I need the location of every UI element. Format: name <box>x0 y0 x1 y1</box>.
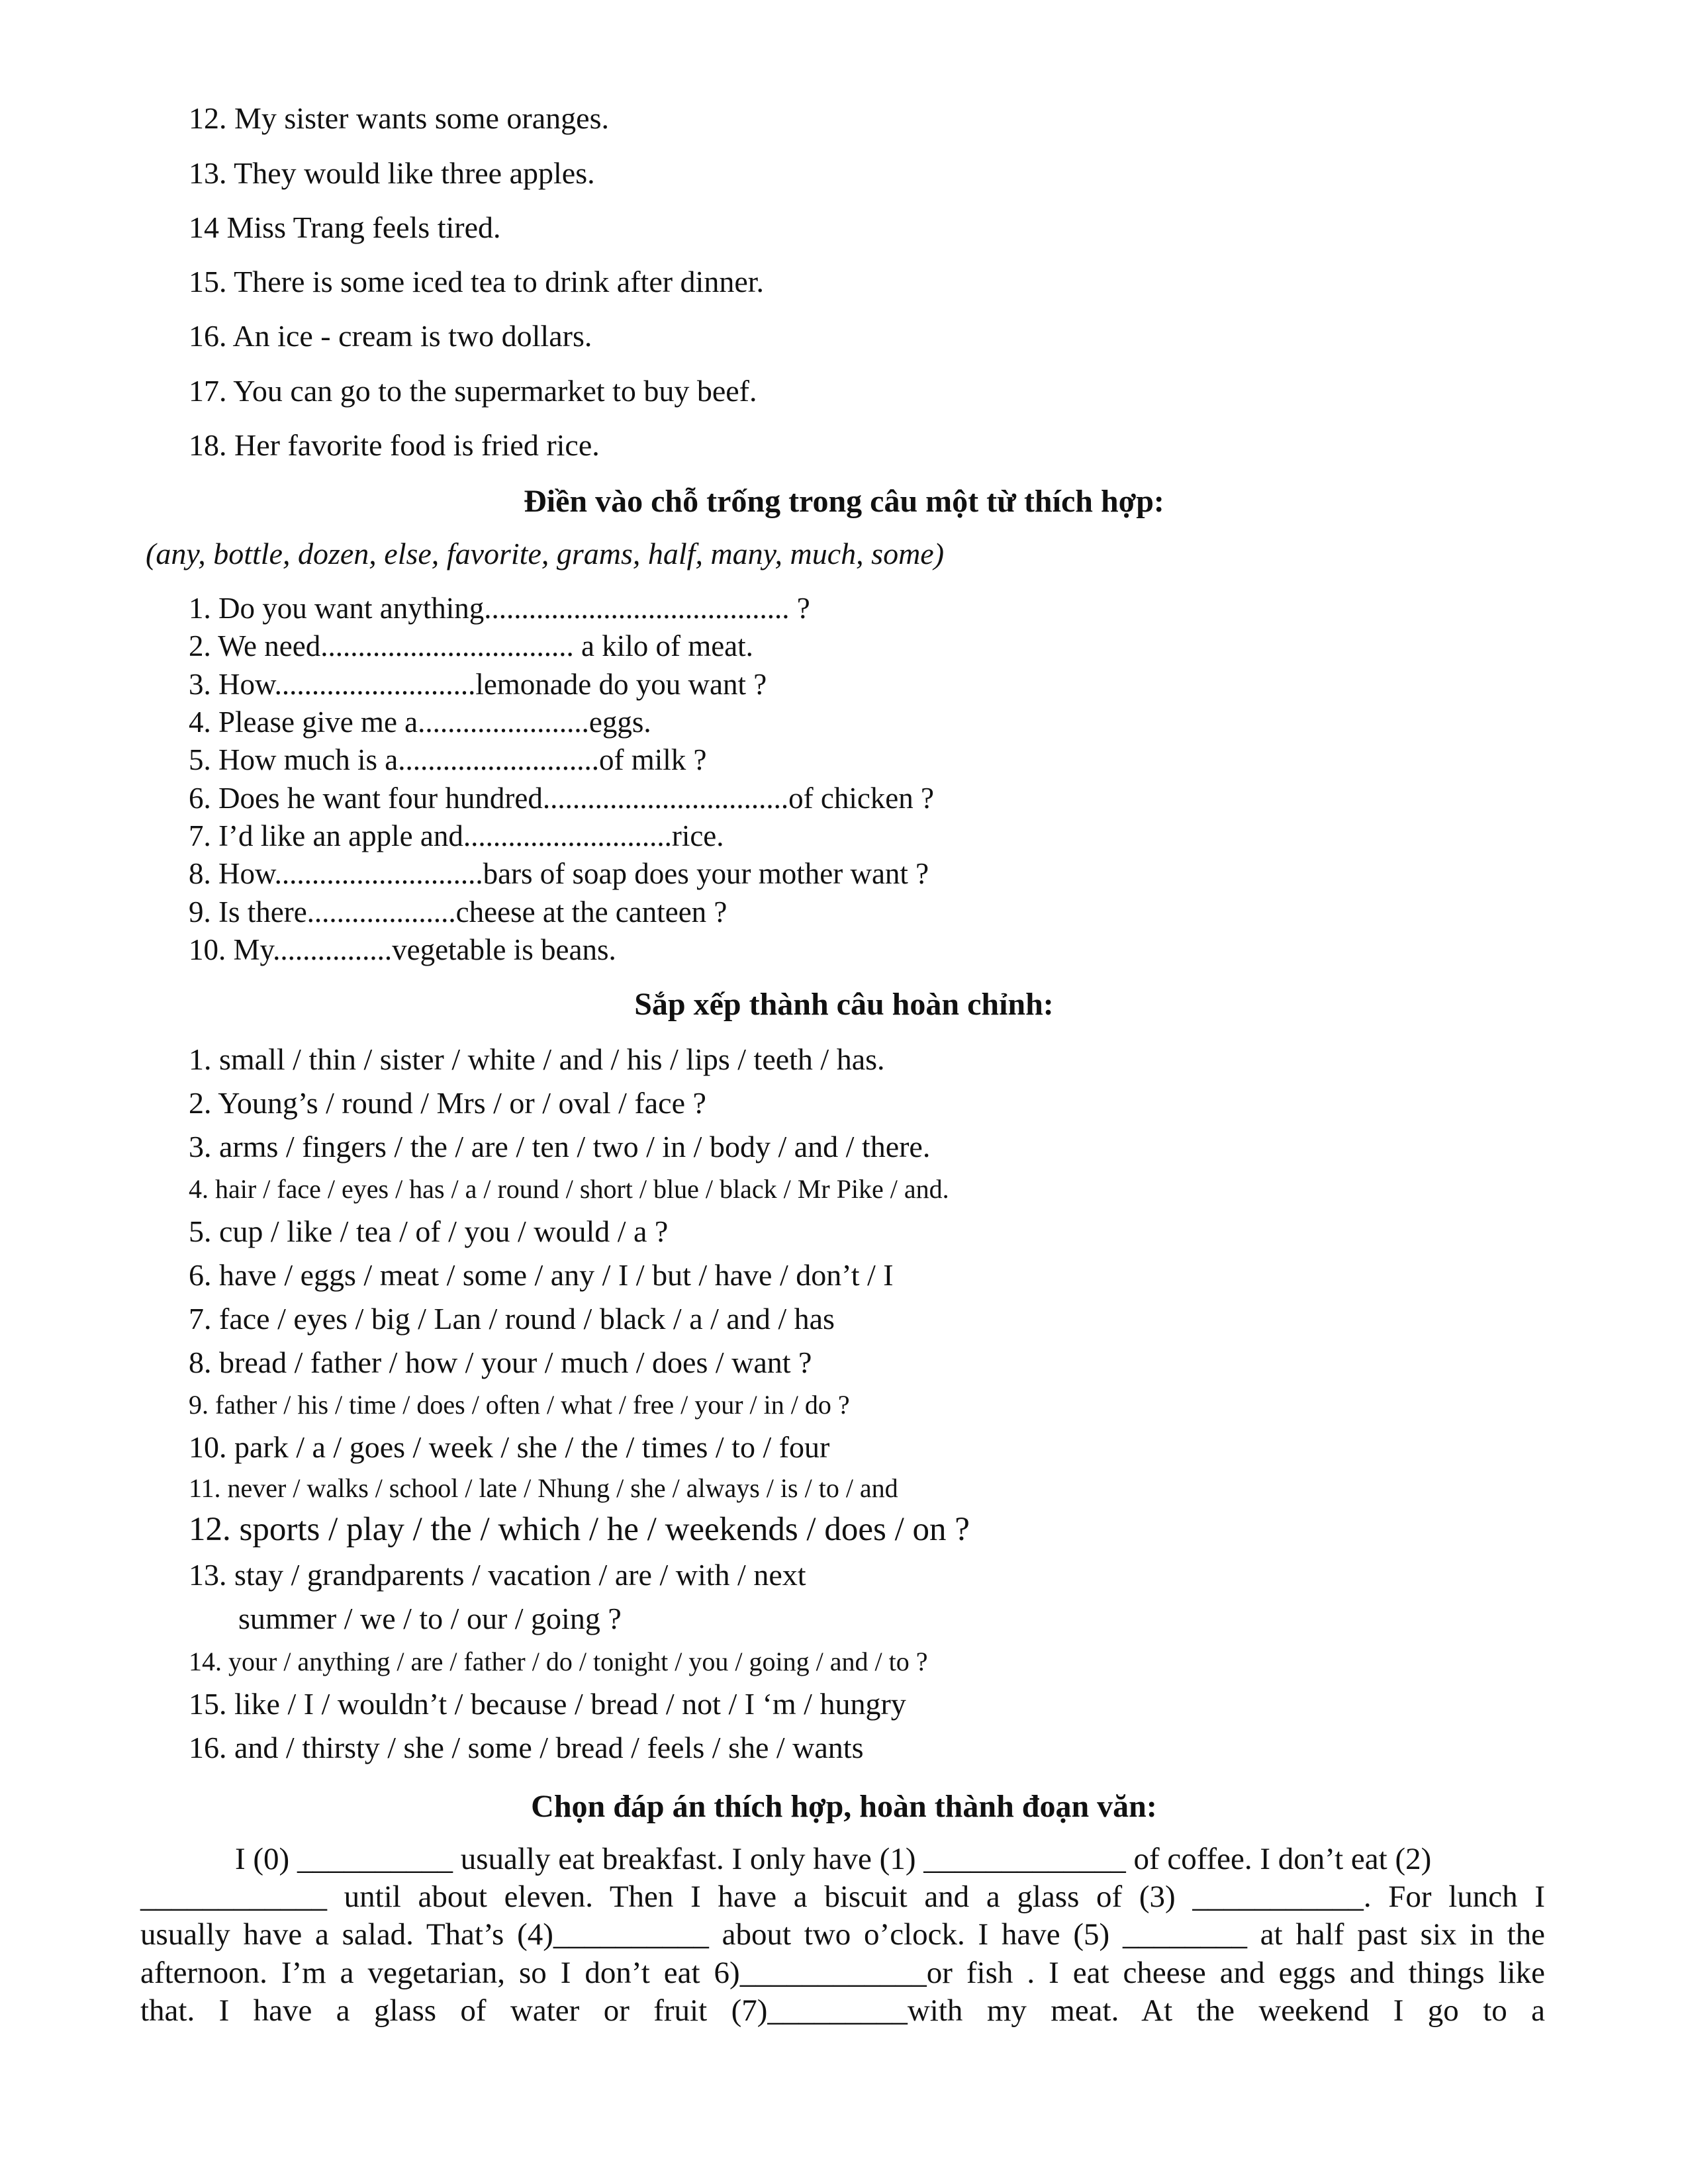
order-item-10: 10. park / a / goes / week / she / the / times / to / four <box>189 1430 830 1464</box>
passage-line-2: ____________ until about eleven. Then I have a biscuit and a glass of (3) ___________. For lunch I <box>140 1880 1545 1914</box>
order-item-15: 15. like / I / wouldn’t / because / bread / not / I ‘m / hungry <box>189 1687 906 1721</box>
section-heading-ordering: Sắp xếp thành câu hoàn chỉnh: <box>634 987 1054 1022</box>
order-item-7: 7. face / eyes / big / Lan / round / black / a / and / has <box>189 1302 835 1336</box>
sentence-14: 14 Miss Trang feels tired. <box>189 210 501 244</box>
sentence-18: 18. Her favorite food is fried rice. <box>189 428 600 462</box>
fill-item-3: 3. How...........................lemonade do you want ? <box>189 668 767 701</box>
passage-line-1: I (0) __________ usually eat breakfast. I only have (1) _____________ of coffee. I don’t eat (2) <box>235 1842 1432 1876</box>
order-item-4: 4. hair / face / eyes / has / a / round / short / blue / black / Mr Pike / and. <box>189 1174 949 1204</box>
fill-item-1: 1. Do you want anything......................................... ? <box>189 592 810 625</box>
order-item-16: 16. and / thirsty / she / some / bread / feels / she / wants <box>189 1731 864 1764</box>
fill-item-8: 8. How............................bars of soap does your mother want ? <box>189 857 929 890</box>
sentence-12: 12. My sister wants some oranges. <box>189 101 609 135</box>
fill-item-10: 10. My................vegetable is beans. <box>189 933 616 966</box>
order-item-2: 2. Young’s / round / Mrs / or / oval / face ? <box>189 1086 706 1120</box>
order-item-6: 6. have / eggs / meat / some / any / I / but / have / don’t / I <box>189 1258 894 1292</box>
order-item-11: 11. never / walks / school / late / Nhung / she / always / is / to / and <box>189 1473 898 1503</box>
word-bank: (any, bottle, dozen, else, favorite, grams, half, many, much, some) <box>146 537 945 570</box>
fill-item-4: 4. Please give me a.......................eggs. <box>189 705 651 739</box>
order-item-1: 1. small / thin / sister / white / and / his / lips / teeth / has. <box>189 1042 885 1076</box>
order-item-13-continued: summer / we / to / our / going ? <box>238 1602 622 1635</box>
passage-line-4: afternoon. I’m a vegetarian, so I don’t eat 6)____________or fish . I eat cheese and eggs and things like <box>140 1956 1545 1990</box>
order-item-13: 13. stay / grandparents / vacation / are / with / next <box>189 1558 806 1592</box>
section-heading-passage: Chọn đáp án thích hợp, hoàn thành đoạn văn: <box>531 1789 1157 1824</box>
sentence-15: 15. There is some iced tea to drink after dinner. <box>189 265 765 298</box>
passage-line-3: usually have a salad. That’s (4)__________ about two o’clock. I have (5) ________ at half past six in the <box>140 1917 1545 1952</box>
order-item-12: 12. sports / play / the / which / he / weekends / does / on ? <box>189 1511 970 1548</box>
fill-item-7: 7. I’d like an apple and............................rice. <box>189 819 724 852</box>
section-heading-fill-in: Điền vào chỗ trống trong câu một từ thích hợp: <box>524 484 1164 519</box>
order-item-14: 14. your / anything / are / father / do / tonight / you / going / and / to ? <box>189 1647 928 1676</box>
order-item-5: 5. cup / like / tea / of / you / would / a ? <box>189 1214 669 1248</box>
sentence-17: 17. You can go to the supermarket to buy beef. <box>189 374 757 408</box>
sentence-16: 16. An ice - cream is two dollars. <box>189 319 592 353</box>
order-item-9: 9. father / his / time / does / often / what / free / your / in / do ? <box>189 1390 850 1420</box>
passage-line-5: that. I have a glass of water or fruit (7)_________with my meat. At the weekend I go to a <box>140 1993 1545 2028</box>
sentence-13: 13. They would like three apples. <box>189 156 595 190</box>
order-item-3: 3. arms / fingers / the / are / ten / two / in / body / and / there. <box>189 1130 931 1163</box>
fill-item-2: 2. We need.................................. a kilo of meat. <box>189 629 753 662</box>
fill-item-9: 9. Is there....................cheese at the canteen ? <box>189 895 727 929</box>
order-item-8: 8. bread / father / how / your / much / does / want ? <box>189 1345 812 1379</box>
fill-item-5: 5. How much is a...........................of milk ? <box>189 743 707 776</box>
fill-item-6: 6. Does he want four hundred.................................of chicken ? <box>189 782 934 815</box>
